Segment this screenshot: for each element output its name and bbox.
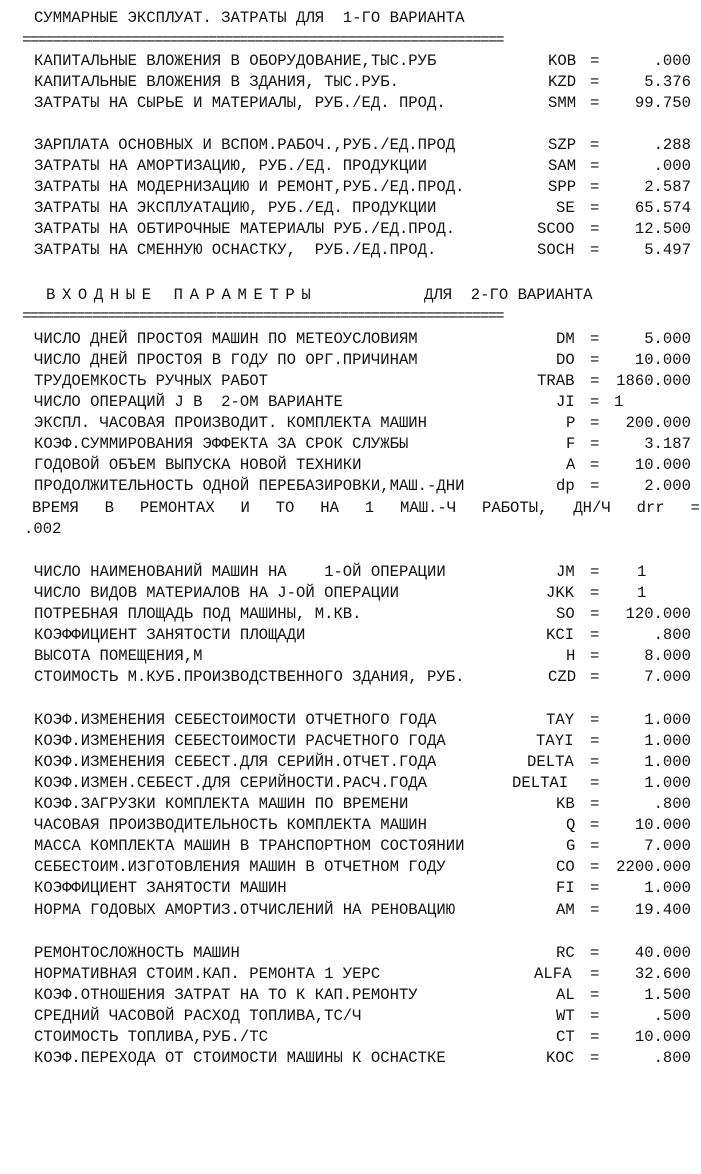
param-code: SAM	[548, 157, 577, 175]
param-value: 65.574	[634, 199, 691, 217]
param-row	[0, 667, 701, 688]
param-value: .500	[653, 1007, 691, 1025]
param-code: CO	[556, 858, 575, 876]
wrapped-param-words	[32, 498, 700, 519]
param-code: KOB	[548, 52, 577, 70]
param-value: 5.000	[644, 330, 691, 348]
param-value: 40.000	[634, 944, 691, 962]
param-code: KB	[556, 795, 575, 813]
param-equals: =	[590, 351, 600, 369]
param-row	[0, 329, 701, 350]
param-row	[0, 1048, 701, 1069]
param-row	[0, 604, 701, 625]
param-label: КОЭФФИЦИЕНТ ЗАНЯТОСТИ МАШИН	[34, 879, 287, 897]
param-equals: =	[590, 816, 600, 834]
param-equals: =	[590, 199, 600, 217]
param-row	[0, 583, 701, 604]
param-code: SO	[556, 605, 575, 623]
param-equals: =	[590, 157, 600, 175]
param-equals: =	[590, 668, 600, 686]
param-label: МАССА КОМПЛЕКТА МАШИН В ТРАНСПОРТНОМ СОСТОЯНИИ	[34, 837, 465, 855]
param-value: 1.000	[644, 879, 691, 897]
param-row	[0, 93, 701, 114]
param-value: 1.000	[644, 774, 691, 792]
param-row	[0, 156, 701, 177]
param-value: .800	[653, 626, 691, 644]
param-code: JI	[556, 393, 575, 411]
param-equals: =	[590, 477, 600, 495]
param-label: ВЫСОТА ПОМЕЩЕНИЯ,М	[34, 647, 203, 665]
param-code: JKK	[546, 584, 575, 602]
param-value: 2.587	[644, 178, 691, 196]
param-row	[0, 198, 701, 219]
param-equals: =	[590, 986, 600, 1004]
param-row	[0, 710, 701, 731]
param-value: 10.000	[634, 351, 691, 369]
section-title-tail: ДЛЯ 2-ГО ВАРИАНТА	[424, 286, 593, 304]
param-value: 200.000	[625, 414, 691, 432]
param-value: 1	[614, 393, 624, 411]
param-row	[0, 815, 701, 836]
param-code: TRAB	[537, 372, 575, 390]
param-label: КОЭФ.ИЗМЕНЕНИЯ СЕБЕСТОИМОСТИ ОТЧЕТНОГО ГОДА	[34, 711, 437, 729]
param-label: ЧИСЛО ДНЕЙ ПРОСТОЯ В ГОДУ ПО ОРГ.ПРИЧИНАМ	[34, 351, 418, 369]
wrapped-param-value: .002	[24, 520, 62, 538]
param-row	[0, 371, 701, 392]
param-code: dp	[556, 477, 575, 495]
param-row	[0, 985, 701, 1006]
param-equals: =	[590, 647, 600, 665]
param-row	[0, 752, 701, 773]
param-equals: =	[590, 901, 600, 919]
separator-line	[0, 306, 701, 327]
param-label: КАПИТАЛЬНЫЕ ВЛОЖЕНИЯ В ЗДАНИЯ, ТЫС.РУБ.	[34, 73, 399, 91]
param-code: Q	[566, 816, 576, 834]
wrapped-word: =	[690, 499, 700, 517]
param-code: WT	[556, 1007, 575, 1025]
param-equals: =	[590, 52, 600, 70]
param-value: 8.000	[644, 647, 691, 665]
param-row	[0, 964, 701, 985]
separator-text: ==============================================================	[22, 307, 503, 325]
wrapped-word: 1	[364, 499, 375, 517]
wrapped-word: ДН/Ч	[573, 499, 611, 517]
param-code: SCOO	[537, 220, 575, 238]
param-value: 1	[637, 563, 647, 581]
param-label: ЧИСЛО ДНЕЙ ПРОСТОЯ МАШИН ПО МЕТЕОУСЛОВИЯМ	[34, 330, 418, 348]
param-code: AL	[556, 986, 575, 1004]
param-label: КОЭФ.ЗАГРУЗКИ КОМПЛЕКТА МАШИН ПО ВРЕМЕНИ	[34, 795, 409, 813]
param-value: 99.750	[634, 94, 691, 112]
param-code: H	[566, 647, 576, 665]
param-equals: =	[590, 858, 600, 876]
param-label: ЧИСЛО НАИМЕНОВАНИЙ МАШИН НА 1-ОЙ ОПЕРАЦИИ	[34, 563, 446, 581]
param-label: КОЭФ.ИЗМЕНЕНИЯ СЕБЕСТ.ДЛЯ СЕРИЙН.ОТЧЕТ.ГОДА	[34, 753, 437, 771]
param-label: ЧАСОВАЯ ПРОИЗВОДИТЕЛЬНОСТЬ КОМПЛЕКТА МАШИН	[34, 816, 428, 834]
param-row	[0, 836, 701, 857]
param-label: СТОИМОСТЬ М.КУБ.ПРОИЗВОДСТВЕННОГО ЗДАНИЯ, РУБ.	[34, 668, 465, 686]
param-label: ГОДОВОЙ ОБЪЕМ ВЫПУСКА НОВОЙ ТЕХНИКИ	[34, 456, 362, 474]
param-row	[0, 1006, 701, 1027]
param-row	[0, 943, 701, 964]
param-value: 5.497	[644, 241, 691, 259]
param-label: ЗАТРАТЫ НА СМЕННУЮ ОСНАСТКУ, РУБ./ЕД.ПРОД.	[34, 241, 437, 259]
param-row	[0, 857, 701, 878]
param-equals: =	[590, 456, 600, 474]
param-code: A	[566, 456, 576, 474]
param-value: 10.000	[634, 456, 691, 474]
param-value: 2.000	[644, 477, 691, 495]
param-code: KOC	[546, 1049, 575, 1067]
param-value: .000	[653, 52, 691, 70]
param-code: G	[566, 837, 576, 855]
param-equals: =	[590, 220, 600, 238]
param-label: НОРМА ГОДОВЫХ АМОРТИЗ.ОТЧИСЛЕНИЙ НА РЕНОВАЦИЮ	[34, 901, 456, 919]
param-code: SOCH	[537, 241, 575, 259]
param-row	[0, 240, 701, 261]
param-code: CZD	[548, 668, 577, 686]
param-equals: =	[590, 241, 600, 259]
param-label: РЕМОНТОСЛОЖНОСТЬ МАШИН	[34, 944, 240, 962]
section-title-inputs	[0, 285, 701, 306]
param-label: ЗАТРАТЫ НА ОБТИРОЧНЫЕ МАТЕРИАЛЫ РУБ./ЕД.ПРОД.	[34, 220, 456, 238]
param-value: 12.500	[634, 220, 691, 238]
wrapped-word: И	[240, 499, 250, 517]
param-label: ЭКСПЛ. ЧАСОВАЯ ПРОИЗВОДИТ. КОМПЛЕКТА МАШИН	[34, 414, 428, 432]
param-code: KCI	[546, 626, 575, 644]
param-code: P	[566, 414, 576, 432]
param-code: JM	[556, 563, 575, 581]
param-code: DELTA	[527, 753, 574, 771]
param-label: СЕБЕСТОИМ.ИЗГОТОВЛЕНИЯ МАШИН В ОТЧЕТНОМ ГОДУ	[34, 858, 446, 876]
param-equals: =	[590, 605, 600, 623]
param-equals: =	[590, 944, 600, 962]
param-equals: =	[590, 732, 600, 750]
param-label: КОЭФ.ИЗМЕН.СЕБЕСТ.ДЛЯ СЕРИЙНОСТИ.РАСЧ.ГОДА	[34, 774, 428, 792]
section-title-text: СУММАРНЫЕ ЭКСПЛУАТ. ЗАТРАТЫ ДЛЯ 1-ГО ВАРИАНТА	[34, 9, 465, 27]
param-equals: =	[590, 330, 600, 348]
param-row	[0, 476, 701, 497]
param-equals: =	[590, 1007, 600, 1025]
param-equals: =	[590, 1028, 600, 1046]
param-value: .800	[653, 795, 691, 813]
param-value: .000	[653, 157, 691, 175]
param-row	[0, 731, 701, 752]
param-equals: =	[590, 626, 600, 644]
param-label: КАПИТАЛЬНЫЕ ВЛОЖЕНИЯ В ОБОРУДОВАНИЕ,ТЫС.РУБ	[34, 52, 437, 70]
param-label: ПОТРЕБНАЯ ПЛОЩАДЬ ПОД МАШИНЫ, М.КВ.	[34, 605, 362, 623]
param-row	[0, 773, 701, 794]
param-equals: =	[590, 372, 600, 390]
param-code: ALFA	[534, 965, 572, 983]
wrapped-word: ВРЕМЯ	[32, 499, 79, 517]
section-title-spaced: ВХОДНЫЕ ПАРАМЕТРЫ	[46, 286, 318, 304]
param-value: 7.000	[644, 668, 691, 686]
param-equals: =	[590, 1049, 600, 1067]
section-title-costs	[0, 8, 701, 29]
param-row	[0, 135, 701, 156]
param-row	[0, 794, 701, 815]
param-value: 32.600	[634, 965, 691, 983]
param-value: 7.000	[644, 837, 691, 855]
param-code: SMM	[548, 94, 577, 112]
param-equals: =	[590, 73, 600, 91]
param-row	[0, 392, 701, 413]
param-value: 2200.000	[616, 858, 691, 876]
param-equals: =	[590, 136, 600, 154]
param-value: 1	[637, 584, 647, 602]
param-row	[0, 350, 701, 371]
param-row	[0, 878, 701, 899]
param-value: 1.000	[644, 732, 691, 750]
wrapped-word: РЕМОНТАХ	[139, 499, 215, 517]
param-label: ЗАТРАТЫ НА ЭКСПЛУАТАЦИЮ, РУБ./ЕД. ПРОДУКЦИИ	[34, 199, 437, 217]
param-label: КОЭФФИЦИЕНТ ЗАНЯТОСТИ ПЛОЩАДИ	[34, 626, 306, 644]
wrapped-word: drr	[636, 499, 665, 517]
param-row	[0, 900, 701, 921]
param-label: ЗАТРАТЫ НА МОДЕРНИЗАЦИЮ И РЕМОНТ,РУБ./ЕД.ПРОД.	[34, 178, 465, 196]
param-code: CT	[556, 1028, 575, 1046]
param-row	[0, 1027, 701, 1048]
separator-text: ==============================================================	[22, 31, 503, 49]
param-equals: =	[590, 94, 600, 112]
param-equals: =	[590, 584, 600, 602]
param-code: RC	[556, 944, 575, 962]
param-label: КОЭФ.СУММИРОВАНИЯ ЭФФЕКТА ЗА СРОК СЛУЖБЫ	[34, 435, 409, 453]
param-value: .288	[653, 136, 691, 154]
param-equals: =	[590, 393, 600, 411]
param-value: 1860.000	[616, 372, 691, 390]
param-equals: =	[590, 178, 600, 196]
param-row	[0, 413, 701, 434]
param-equals: =	[590, 435, 600, 453]
wrapped-word: МАШ.-Ч	[399, 499, 457, 517]
param-code: DM	[556, 330, 575, 348]
param-label: КОЭФ.ОТНОШЕНИЯ ЗАТРАТ НА ТО К КАП.РЕМОНТУ	[34, 986, 418, 1004]
param-code: FI	[556, 879, 575, 897]
param-label: СРЕДНИЙ ЧАСОВОЙ РАСХОД ТОПЛИВА,ТС/Ч	[34, 1007, 362, 1025]
param-row	[0, 51, 701, 72]
wrapped-word: В	[104, 499, 114, 517]
param-value: 1.000	[644, 711, 691, 729]
param-label: ЗАТРАТЫ НА АМОРТИЗАЦИЮ, РУБ./ЕД. ПРОДУКЦИИ	[34, 157, 428, 175]
param-equals: =	[590, 837, 600, 855]
param-value: 1.000	[644, 753, 691, 771]
param-code: SPP	[548, 178, 577, 196]
param-value: 10.000	[634, 1028, 691, 1046]
param-row	[0, 455, 701, 476]
param-label: ПРОДОЛЖИТЕЛЬНОСТЬ ОДНОЙ ПЕРЕБАЗИРОВКИ,МАШ.-ДНИ	[34, 477, 465, 495]
param-code: SE	[556, 199, 575, 217]
param-value: 19.400	[634, 901, 691, 919]
param-value: 3.187	[644, 435, 691, 453]
param-code: SZP	[548, 136, 577, 154]
wrapped-param-row	[0, 498, 701, 519]
param-label: КОЭФ.ПЕРЕХОДА ОТ СТОИМОСТИ МАШИНЫ К ОСНАСТКЕ	[34, 1049, 446, 1067]
param-row	[0, 177, 701, 198]
param-row	[0, 562, 701, 583]
param-label: ЧИСЛО ВИДОВ МАТЕРИАЛОВ НА J-ОЙ ОПЕРАЦИИ	[34, 584, 399, 602]
param-equals: =	[590, 711, 600, 729]
param-code: AM	[556, 901, 575, 919]
param-label: НОРМАТИВНАЯ СТОИМ.КАП. РЕМОНТА 1 УЕРС	[34, 965, 381, 983]
param-value: 10.000	[634, 816, 691, 834]
param-equals: =	[590, 795, 600, 813]
param-code: F	[566, 435, 576, 453]
param-label: СТОИМОСТЬ ТОПЛИВА,РУБ./ТС	[34, 1028, 268, 1046]
separator-line	[0, 30, 701, 51]
param-row	[0, 219, 701, 240]
param-code: DO	[556, 351, 575, 369]
param-row	[0, 434, 701, 455]
param-value: 5.376	[644, 73, 691, 91]
param-label: КОЭФ.ИЗМЕНЕНИЯ СЕБЕСТОИМОСТИ РАСЧЕТНОГО ГОДА	[34, 732, 446, 750]
param-label: ЗАРПЛАТА ОСНОВНЫХ И ВСПОМ.РАБОЧ.,РУБ./ЕД.ПРОД	[34, 136, 456, 154]
param-equals: =	[590, 414, 600, 432]
param-equals: =	[590, 774, 600, 792]
param-label: ЗАТРАТЫ НА СЫРЬЕ И МАТЕРИАЛЫ, РУБ./ЕД. ПРОД.	[34, 94, 446, 112]
wrapped-param-value-row	[0, 519, 701, 540]
param-row	[0, 72, 701, 93]
param-equals: =	[590, 753, 600, 771]
param-equals: =	[590, 879, 600, 897]
wrapped-word: РАБОТЫ,	[481, 499, 548, 517]
param-row	[0, 625, 701, 646]
param-equals: =	[590, 563, 600, 581]
param-code: TAY	[546, 711, 575, 729]
param-label: ТРУДОЕМКОСТЬ РУЧНЫХ РАБОТ	[34, 372, 268, 390]
param-value: 120.000	[625, 605, 691, 623]
param-code: KZD	[548, 73, 577, 91]
param-equals: =	[590, 965, 600, 983]
param-row	[0, 646, 701, 667]
param-code: TAYI	[536, 732, 574, 750]
param-label: ЧИСЛО ОПЕРАЦИЙ J В 2-ОМ ВАРИАНТЕ	[34, 393, 343, 411]
wrapped-word: ТО	[275, 499, 295, 517]
param-code: DELTAI	[512, 774, 569, 792]
param-value: .800	[653, 1049, 691, 1067]
wrapped-word: НА	[320, 499, 339, 517]
param-value: 1.500	[644, 986, 691, 1004]
